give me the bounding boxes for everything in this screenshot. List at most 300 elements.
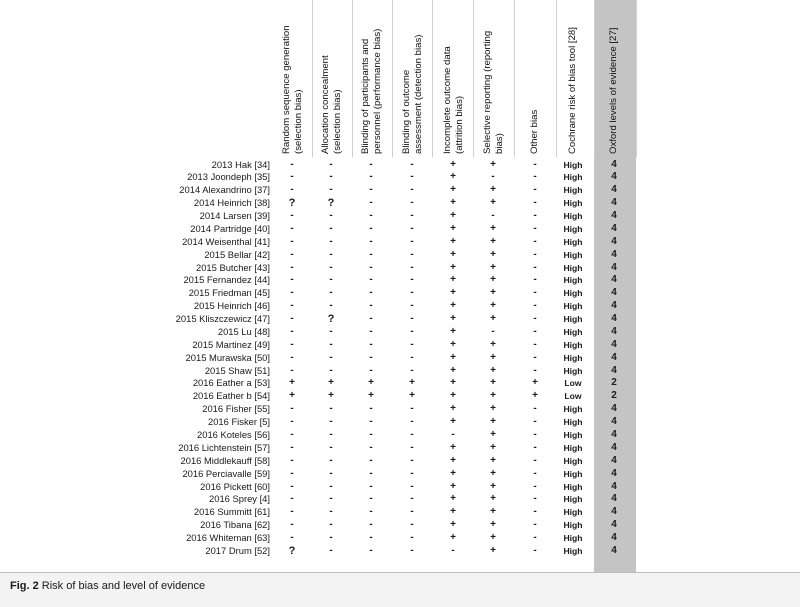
study-name: 2015 Bellar [42] (204, 248, 270, 260)
bias-rating-cell: - (329, 544, 333, 556)
table-row (0, 197, 800, 209)
oxford-level: 4 (611, 248, 617, 260)
bias-rating-cell: + (532, 377, 538, 389)
oxford-level: 4 (611, 274, 617, 286)
oxford-level: 4 (611, 441, 617, 453)
cochrane-rating: High (563, 288, 583, 299)
cochrane-rating: High (563, 326, 583, 337)
bias-rating-cell: + (490, 287, 496, 299)
bias-rating-cell: - (410, 480, 414, 492)
header-gridline (514, 0, 515, 157)
bias-rating-cell: - (290, 222, 294, 234)
bias-rating-cell: + (490, 390, 496, 402)
table-row (0, 493, 800, 505)
bias-rating-cell: - (369, 403, 373, 415)
study-name: 2017 Drum [52] (205, 544, 270, 556)
bias-rating-cell: + (490, 480, 496, 492)
study-name: 2016 Lichtenstein [57] (178, 441, 270, 453)
oxford-level: 4 (611, 197, 617, 209)
bias-rating-cell: + (450, 532, 456, 544)
bias-rating-cell: + (490, 184, 496, 196)
study-name: 2015 Heinrich [46] (193, 300, 270, 312)
bias-rating-cell: - (369, 351, 373, 363)
oxford-level: 4 (611, 210, 617, 222)
bias-rating-cell: - (290, 210, 294, 222)
caption-text: Risk of bias and level of evidence (41, 580, 206, 592)
bias-rating-cell: - (369, 506, 373, 518)
bias-rating-cell: - (290, 287, 294, 299)
bias-rating-cell: - (533, 274, 537, 286)
bias-rating-cell: + (450, 197, 456, 209)
bias-rating-cell: - (451, 544, 455, 556)
table-row (0, 326, 800, 338)
bias-rating-cell: - (533, 428, 537, 440)
bias-rating-cell: ? (327, 313, 335, 326)
cochrane-rating: High (563, 417, 583, 428)
column-header: Other bias (529, 109, 541, 154)
bias-rating-cell: - (290, 261, 294, 273)
bias-rating-cell: - (533, 261, 537, 273)
bias-rating-cell: - (410, 300, 414, 312)
bias-rating-cell: - (369, 544, 373, 556)
bias-rating-cell: - (491, 210, 495, 222)
bias-rating-cell: + (450, 403, 456, 415)
table-row (0, 545, 800, 557)
study-name: 2014 Larsen [39] (199, 210, 270, 222)
bias-rating-cell: + (490, 338, 496, 350)
bias-rating-cell: + (450, 248, 456, 260)
table-row (0, 262, 800, 274)
study-name: 2014 Partridge [40] (190, 222, 270, 234)
bias-rating-cell: - (290, 480, 294, 492)
bias-rating-cell: - (533, 171, 537, 183)
bias-rating-cell: - (369, 325, 373, 337)
bias-rating-cell: - (329, 480, 333, 492)
table-row (0, 390, 800, 402)
bias-rating-cell: - (329, 403, 333, 415)
study-name: 2016 Eather a [53] (192, 377, 270, 389)
bias-rating-cell: - (329, 171, 333, 183)
bias-rating-cell: + (409, 377, 415, 389)
bias-rating-cell: + (450, 351, 456, 363)
bias-rating-cell: - (329, 274, 333, 286)
bias-rating-cell: - (369, 248, 373, 260)
table-row (0, 455, 800, 467)
bias-rating-cell: + (490, 248, 496, 260)
bias-rating-cell: + (490, 403, 496, 415)
bias-rating-cell: - (410, 235, 414, 247)
bias-rating-cell: + (490, 364, 496, 376)
bias-rating-cell: ? (288, 197, 296, 210)
table-row (0, 339, 800, 351)
header-gridline (312, 0, 313, 157)
bias-rating-cell: - (369, 210, 373, 222)
table-row (0, 442, 800, 454)
bias-rating-cell: + (532, 390, 538, 402)
column-header: Selective reporting (reporting bias) (481, 30, 504, 154)
study-name: 2016 Fisker [5] (207, 416, 270, 428)
bias-rating-cell: + (490, 519, 496, 531)
bias-rating-cell: + (490, 158, 496, 170)
oxford-level: 4 (611, 222, 617, 234)
bias-rating-cell: + (450, 210, 456, 222)
bias-rating-cell: - (329, 184, 333, 196)
bias-rating-cell: - (369, 338, 373, 350)
bias-rating-cell: + (450, 184, 456, 196)
study-name: 2016 Pickett [60] (200, 480, 270, 492)
study-name: 2014 Alexandrino [37] (179, 184, 270, 196)
bias-rating-cell: - (533, 544, 537, 556)
bias-rating-cell: - (290, 364, 294, 376)
oxford-level: 4 (611, 454, 617, 466)
bias-rating-cell: - (290, 274, 294, 286)
bias-rating-cell: - (329, 158, 333, 170)
bias-rating-cell: - (533, 313, 537, 325)
oxford-level: 4 (611, 351, 617, 363)
bias-rating-cell: + (490, 235, 496, 247)
table-row (0, 184, 800, 196)
study-name: 2016 Middlekauff [58] (180, 454, 270, 466)
column-header: Cochrane risk of bias tool [28] (567, 27, 579, 154)
header-gridline (392, 0, 393, 157)
cochrane-rating: High (563, 442, 583, 453)
bias-rating-cell: - (329, 467, 333, 479)
bias-rating-cell: + (450, 364, 456, 376)
bias-rating-cell: - (410, 351, 414, 363)
bias-rating-cell: - (369, 261, 373, 273)
bias-rating-cell: - (369, 454, 373, 466)
oxford-level: 4 (611, 287, 617, 299)
bias-rating-cell: - (329, 210, 333, 222)
bias-rating-cell: - (329, 248, 333, 260)
bias-rating-cell: - (329, 235, 333, 247)
bias-rating-cell: - (369, 416, 373, 428)
caption-label: Fig. 2 (10, 580, 39, 592)
bias-rating-cell: - (533, 197, 537, 209)
bias-rating-cell: - (410, 364, 414, 376)
header-gridline (352, 0, 353, 157)
table-row (0, 532, 800, 544)
study-name: 2016 Perciavalle [59] (182, 467, 270, 479)
bias-rating-cell: + (490, 313, 496, 325)
bias-rating-cell: + (450, 158, 456, 170)
bias-rating-cell: - (410, 197, 414, 209)
oxford-level: 2 (611, 377, 617, 389)
bias-rating-cell: - (290, 493, 294, 505)
bias-rating-cell: - (410, 222, 414, 234)
table-row (0, 274, 800, 286)
bias-rating-cell: + (328, 377, 334, 389)
bias-rating-cell: - (410, 261, 414, 273)
cochrane-rating: High (563, 249, 583, 260)
study-name: 2013 Hak [34] (211, 158, 270, 170)
study-name: 2015 Butcher [43] (195, 261, 270, 273)
bias-rating-cell: - (410, 544, 414, 556)
bias-rating-cell: + (490, 222, 496, 234)
oxford-level: 4 (611, 403, 617, 415)
cochrane-rating: High (563, 494, 583, 505)
header-gridline (432, 0, 433, 157)
bias-rating-cell: - (533, 403, 537, 415)
bias-rating-cell: + (328, 390, 334, 402)
bias-rating-cell: - (533, 210, 537, 222)
bias-rating-cell: - (329, 338, 333, 350)
bias-rating-cell: + (450, 235, 456, 247)
bias-rating-cell: + (490, 274, 496, 286)
bias-rating-cell: - (329, 300, 333, 312)
bias-rating-cell: + (450, 506, 456, 518)
bias-rating-cell: - (533, 519, 537, 531)
bias-rating-cell: - (533, 222, 537, 234)
bias-rating-cell: - (290, 158, 294, 170)
cochrane-rating: High (563, 404, 583, 415)
bias-rating-cell: + (450, 441, 456, 453)
bias-rating-cell: - (329, 532, 333, 544)
bias-rating-cell: - (491, 325, 495, 337)
oxford-level: 4 (611, 171, 617, 183)
bias-rating-cell: + (490, 377, 496, 389)
study-name: 2014 Heinrich [38] (193, 197, 270, 209)
bias-rating-cell: + (490, 351, 496, 363)
table-row (0, 159, 800, 171)
bias-rating-cell: - (533, 235, 537, 247)
study-name: 2015 Friedman [45] (188, 287, 270, 299)
oxford-level: 4 (611, 506, 617, 518)
bias-rating-cell: + (490, 441, 496, 453)
table-row (0, 313, 800, 325)
bias-rating-cell: - (533, 441, 537, 453)
bias-rating-cell: - (329, 454, 333, 466)
bias-rating-cell: - (329, 222, 333, 234)
table-row (0, 416, 800, 428)
bias-rating-cell: - (369, 300, 373, 312)
bias-rating-cell: - (533, 480, 537, 492)
cochrane-rating: High (563, 172, 583, 183)
bias-rating-cell: - (369, 235, 373, 247)
oxford-level: 4 (611, 416, 617, 428)
study-name: 2016 Whiteman [63] (186, 532, 270, 544)
bias-rating-cell: - (533, 325, 537, 337)
bias-rating-cell: - (369, 480, 373, 492)
study-name: 2015 Kliszczewicz [47] (175, 313, 270, 325)
study-name: 2016 Fisher [55] (202, 403, 270, 415)
bias-rating-cell: - (369, 519, 373, 531)
study-name: 2015 Fernandez [44] (183, 274, 270, 286)
bias-rating-cell: - (290, 519, 294, 531)
column-header: Blinding of outcome assessment (detection bias) (400, 34, 423, 154)
cochrane-rating: High (563, 262, 583, 273)
bias-rating-cell: + (490, 454, 496, 466)
oxford-level: 4 (611, 428, 617, 440)
cochrane-rating: High (563, 314, 583, 325)
oxford-level: 4 (611, 519, 617, 531)
bias-rating-cell: - (410, 210, 414, 222)
oxford-level: 4 (611, 300, 617, 312)
bias-rating-cell: + (450, 274, 456, 286)
bias-rating-cell: + (368, 377, 374, 389)
table-row (0, 377, 800, 389)
bias-rating-cell: - (329, 506, 333, 518)
cochrane-rating: High (563, 507, 583, 518)
cochrane-rating: Low (564, 391, 582, 402)
figure-caption (0, 572, 800, 607)
bias-rating-cell: + (289, 390, 295, 402)
bias-rating-cell: - (410, 184, 414, 196)
bias-rating-cell: - (533, 351, 537, 363)
cochrane-rating: High (563, 365, 583, 376)
column-header: Allocation concealment (selection bias) (319, 55, 342, 154)
bias-rating-cell: - (410, 467, 414, 479)
bias-rating-cell: - (290, 416, 294, 428)
cochrane-rating: High (563, 211, 583, 222)
bias-rating-cell: - (369, 274, 373, 286)
table-row (0, 210, 800, 222)
bias-rating-cell: - (290, 506, 294, 518)
cochrane-rating: Low (564, 378, 582, 389)
bias-rating-cell: + (450, 222, 456, 234)
bias-rating-cell: - (533, 287, 537, 299)
bias-rating-cell: - (329, 325, 333, 337)
bias-rating-cell: + (450, 261, 456, 273)
bias-rating-cell: + (490, 467, 496, 479)
bias-rating-cell: - (533, 467, 537, 479)
bias-rating-cell: - (290, 313, 294, 325)
cochrane-rating: High (563, 352, 583, 363)
bias-rating-cell: - (533, 416, 537, 428)
cochrane-rating: High (563, 236, 583, 247)
bias-rating-cell: + (490, 300, 496, 312)
table-row (0, 287, 800, 299)
bias-rating-cell: - (410, 158, 414, 170)
bias-rating-cell: + (450, 493, 456, 505)
bias-rating-cell: + (368, 390, 374, 402)
table-row (0, 223, 800, 235)
bias-rating-cell: - (410, 454, 414, 466)
study-name: 2015 Shaw [51] (204, 364, 270, 376)
bias-rating-cell: - (369, 364, 373, 376)
bias-rating-cell: - (410, 519, 414, 531)
bias-rating-cell: - (369, 287, 373, 299)
bias-rating-cell: - (290, 171, 294, 183)
bias-rating-cell: + (490, 428, 496, 440)
oxford-level: 4 (611, 325, 617, 337)
column-header: Blinding of participants and personnel (performance bias) (359, 28, 382, 154)
table-row (0, 352, 800, 364)
column-header: Random sequence generation (selection bias) (280, 25, 303, 154)
header-gridline (473, 0, 474, 157)
header-gridline (594, 0, 595, 157)
bias-rating-cell: - (369, 171, 373, 183)
bias-rating-cell: + (490, 532, 496, 544)
study-name: 2016 Tibana [62] (200, 519, 270, 531)
study-name: 2014 Weisenthal [41] (182, 235, 270, 247)
table-row (0, 171, 800, 183)
bias-rating-cell: - (410, 325, 414, 337)
bias-rating-cell: - (290, 300, 294, 312)
bias-rating-cell: - (533, 248, 537, 260)
bias-rating-cell: + (450, 325, 456, 337)
bias-rating-cell: - (369, 467, 373, 479)
bias-rating-cell: - (533, 364, 537, 376)
bias-rating-cell: - (533, 158, 537, 170)
column-header: Incomplete outcome data (attrition bias) (441, 46, 464, 154)
oxford-level: 4 (611, 261, 617, 273)
oxford-level: 4 (611, 480, 617, 492)
bias-rating-cell: - (533, 300, 537, 312)
bias-rating-cell: - (290, 325, 294, 337)
cochrane-rating: High (563, 159, 583, 170)
bias-rating-cell: - (533, 454, 537, 466)
bias-rating-cell: + (289, 377, 295, 389)
bias-rating-cell: + (450, 467, 456, 479)
bias-rating-cell: + (450, 416, 456, 428)
bias-rating-cell: - (410, 171, 414, 183)
bias-rating-cell: + (490, 197, 496, 209)
table-row (0, 468, 800, 480)
study-name: 2016 Summitt [61] (193, 506, 270, 518)
bias-rating-cell: - (329, 416, 333, 428)
bias-rating-cell: - (290, 441, 294, 453)
bias-rating-cell: + (450, 377, 456, 389)
bias-rating-cell: + (450, 338, 456, 350)
bias-rating-cell: + (490, 416, 496, 428)
oxford-level: 4 (611, 158, 617, 170)
table-row (0, 236, 800, 248)
bias-rating-cell: - (329, 519, 333, 531)
bias-rating-cell: + (490, 261, 496, 273)
study-name: 2016 Sprey [4] (209, 493, 270, 505)
table-row (0, 365, 800, 377)
bias-rating-cell: - (369, 197, 373, 209)
bias-rating-cell: - (290, 403, 294, 415)
cochrane-rating: High (563, 301, 583, 312)
bias-rating-cell: + (450, 519, 456, 531)
bias-rating-cell: - (290, 184, 294, 196)
bias-rating-cell: - (290, 467, 294, 479)
cochrane-rating: High (563, 185, 583, 196)
bias-rating-cell: - (369, 158, 373, 170)
bias-rating-cell: - (329, 351, 333, 363)
bias-rating-cell: ? (327, 197, 335, 210)
cochrane-rating: High (563, 339, 583, 350)
bias-rating-cell: - (410, 532, 414, 544)
table-row (0, 249, 800, 261)
bias-rating-cell: - (329, 428, 333, 440)
bias-rating-cell: - (410, 506, 414, 518)
bias-rating-cell: - (290, 351, 294, 363)
header-gridline (636, 0, 637, 157)
bias-rating-cell: - (410, 313, 414, 325)
bias-rating-cell: - (451, 428, 455, 440)
bias-rating-cell: + (490, 544, 496, 556)
bias-rating-cell: - (369, 184, 373, 196)
table-row (0, 300, 800, 312)
oxford-level: 4 (611, 467, 617, 479)
cochrane-rating: High (563, 275, 583, 286)
cochrane-rating: High (563, 223, 583, 234)
bias-rating-cell: - (290, 532, 294, 544)
study-name: 2016 Eather b [54] (192, 390, 270, 402)
oxford-level: 4 (611, 235, 617, 247)
cochrane-rating: High (563, 198, 583, 209)
study-name: 2016 Koteles [56] (197, 428, 270, 440)
oxford-level: 4 (611, 184, 617, 196)
bias-rating-cell: + (490, 493, 496, 505)
bias-rating-cell: - (369, 493, 373, 505)
bias-rating-cell: - (533, 532, 537, 544)
bias-rating-cell: - (290, 428, 294, 440)
bias-rating-cell: - (290, 338, 294, 350)
